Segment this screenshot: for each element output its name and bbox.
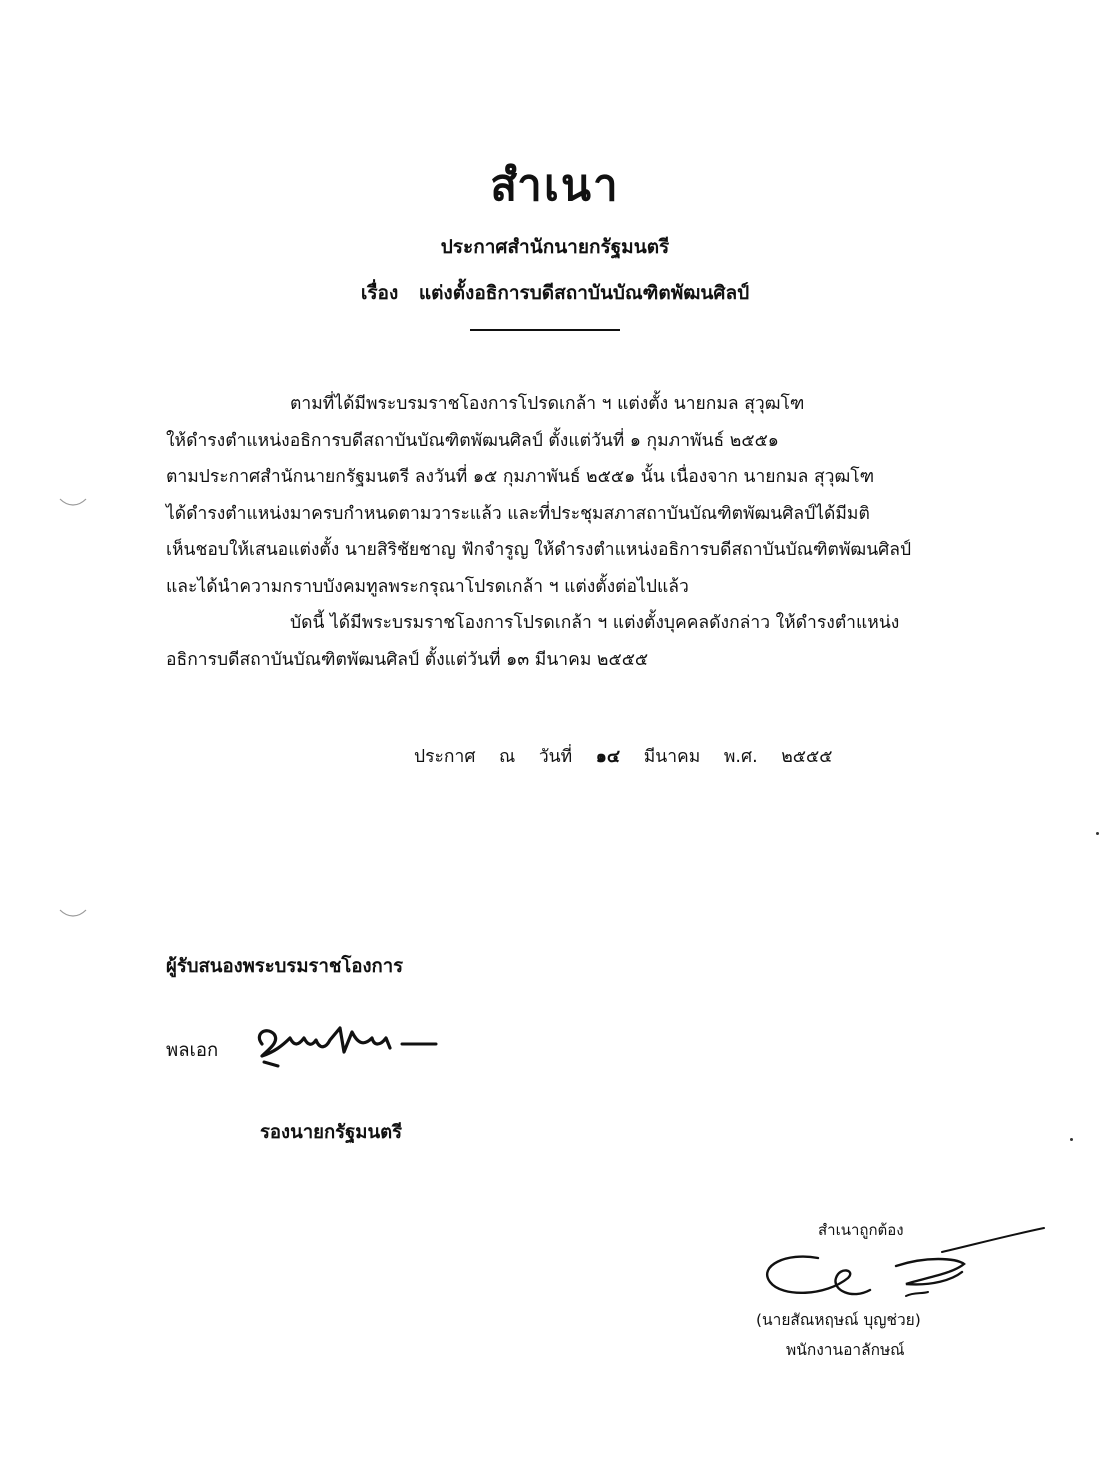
paragraph-line: ตามที่ได้มีพระบรมราชโองการโปรดเกล้า ฯ แต่งตั้ง นายกมล สุวุฒโฑ bbox=[290, 394, 805, 414]
copy-stamp-title: สำเนา bbox=[490, 160, 620, 211]
heading-divider bbox=[470, 329, 620, 331]
announce-year: ๒๕๕๕ bbox=[781, 747, 833, 767]
clerk-name: (นายสัณหฤษณ์ บุญช่วย) bbox=[756, 1311, 921, 1329]
clerk-role: พนักงานอาลักษณ์ bbox=[786, 1341, 905, 1359]
scan-speck bbox=[1070, 1138, 1073, 1141]
certified-copy-label: สำเนาถูกต้อง bbox=[818, 1221, 904, 1239]
announcement-issuer: ประกาศสำนักนายกรัฐมนตรี bbox=[440, 236, 670, 258]
announce-month: มีนาคม bbox=[643, 747, 701, 767]
subject-key: เรื่อง bbox=[360, 282, 399, 304]
announce-word: ประกาศ bbox=[414, 747, 476, 767]
paragraph-line: ตามประกาศสำนักนายกรัฐมนตรี ลงวันที่ ๑๕ กุมภาพันธ์ ๒๕๕๑ นั้น เนื่องจาก นายกมล สุวุฒโฑ bbox=[166, 467, 875, 487]
announce-day-label: วันที่ bbox=[538, 747, 573, 767]
announcement-date bbox=[414, 742, 833, 770]
paragraph-line: บัดนี้ ได้มีพระบรมราชโองการโปรดเกล้า ฯ แต่งตั้งบุคคลดังกล่าว ให้ดำรงตำแหน่ง bbox=[290, 613, 900, 633]
punch-hole-mark bbox=[58, 906, 88, 918]
paragraph-line: เห็นชอบให้เสนอแต่งตั้ง นายสิริชัยชาญ ฟักจำรูญ ให้ดำรงตำแหน่งอธิการบดีสถาบันบัณฑิตพัฒนศิลป์ bbox=[166, 540, 912, 560]
signatory-rank: พลเอก bbox=[166, 1040, 219, 1061]
subject-value: แต่งตั้งอธิการบดีสถาบันบัณฑิตพัฒนศิลป์ bbox=[418, 282, 750, 304]
paragraph-2 bbox=[166, 605, 982, 678]
announcement-subject bbox=[0, 278, 1110, 308]
paragraph-1 bbox=[166, 386, 982, 605]
punch-hole-mark bbox=[58, 495, 88, 507]
scan-speck bbox=[1096, 832, 1099, 835]
paragraph-line: อธิการบดีสถาบันบัณฑิตพัฒนศิลป์ ตั้งแต่วันที่ ๑๓ มีนาคม ๒๕๕๕ bbox=[166, 649, 649, 670]
signatory-position: รองนายกรัฐมนตรี bbox=[260, 1122, 403, 1143]
deputy-pm-signature bbox=[248, 1016, 448, 1072]
announce-at: ณ bbox=[499, 747, 516, 767]
paragraph-line: ให้ดำรงตำแหน่งอธิการบดีสถาบันบัณฑิตพัฒนศิลป์ ตั้งแต่วันที่ ๑ กุมภาพันธ์ ๒๕๕๑ bbox=[166, 430, 779, 451]
paragraph-line: ได้ดำรงตำแหน่งมาครบกำหนดตามวาระแล้ว และที่ประชุมสภาสถาบันบัณฑิตพัฒนศิลป์ได้มีมติ bbox=[166, 503, 870, 524]
announcement-body bbox=[166, 386, 982, 678]
clerk-signature bbox=[756, 1218, 1046, 1310]
countersign-title: ผู้รับสนองพระบรมราชโองการ bbox=[166, 956, 404, 977]
announce-day: ๑๔ bbox=[595, 747, 621, 767]
paragraph-line: และได้นำความกราบบังคมทูลพระกรุณาโปรดเกล้า ฯ แต่งตั้งต่อไปแล้ว bbox=[166, 576, 689, 597]
announce-era: พ.ศ. bbox=[723, 747, 758, 767]
